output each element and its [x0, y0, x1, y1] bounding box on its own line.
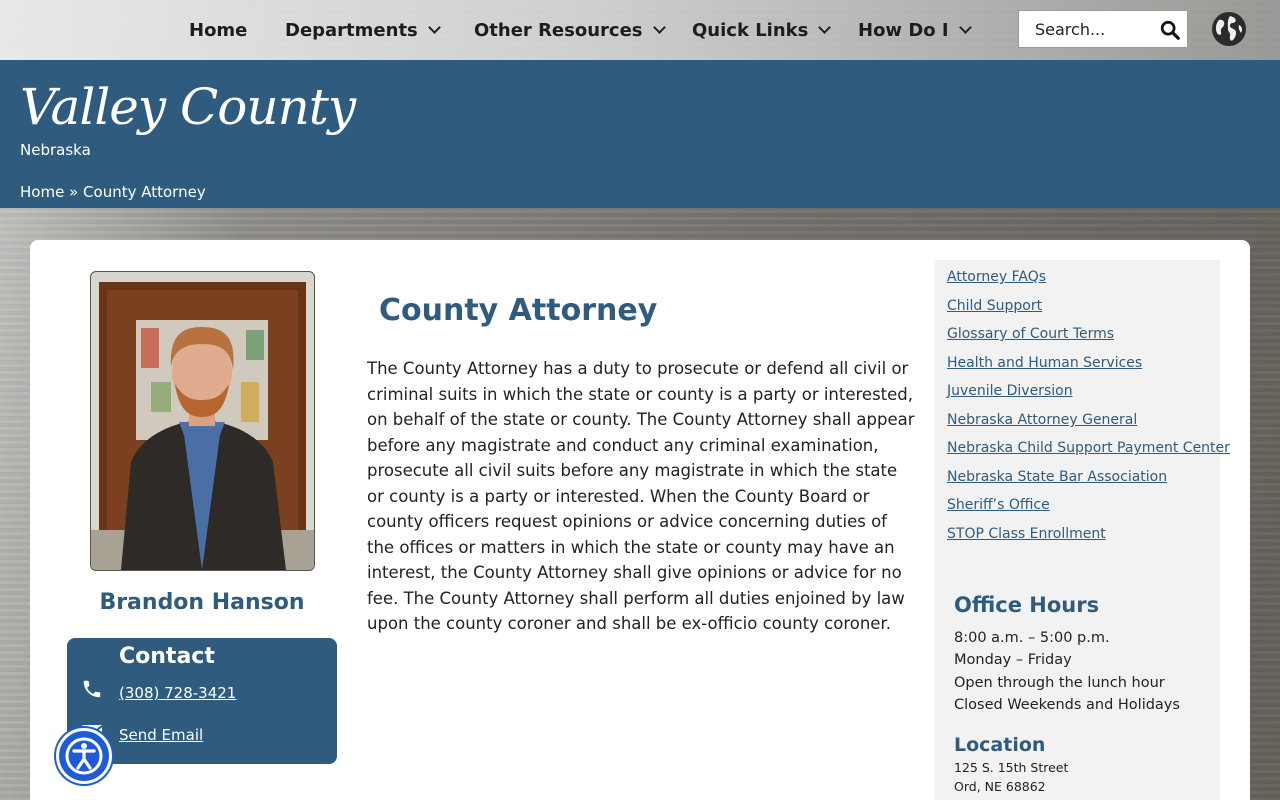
location-line: Ord, NE 68862 — [954, 779, 1046, 794]
site-title[interactable]: Valley County — [20, 78, 356, 136]
globe-icon[interactable] — [1211, 11, 1247, 47]
contact-title: Contact — [119, 644, 215, 669]
sidebar-link-child-support-payment[interactable]: Nebraska Child Support Payment Center — [947, 440, 1230, 456]
nav-home-label: Home — [189, 19, 248, 41]
location-line: 125 S. 15th Street — [954, 760, 1069, 775]
description-paragraph: The County Attorney has a duty to prosecute or defend all civil or criminal suits in which the state or county is a party or interested, on behalf of the state or county. The County Attorney shall appear before any magistrate and conduct any criminal examination, prosecute all civil suits before any magistrate in which the state or county is a party or interested. When the County Board or county officers request opinions or advice concerning duties of the offices or matters in which the state or county may have an interest, the County Attorney shall give opinions or advice for no fee. The County Attorney shall perform all duties enjoined by law upon the county coroner and shall be ex-officio county coroner. — [367, 359, 915, 633]
phone-link[interactable]: (308) 728-3421 — [119, 684, 237, 702]
office-hours-heading: Office Hours — [954, 593, 1100, 617]
chevron-down-icon — [959, 21, 972, 34]
sidebar-link-stop-class[interactable]: STOP Class Enrollment — [947, 526, 1106, 542]
nav-quick-links[interactable] — [692, 0, 829, 60]
phone-icon — [81, 678, 103, 700]
accessibility-icon — [59, 731, 109, 781]
nav-home[interactable] — [189, 0, 247, 60]
sidebar-link-juvenile-diversion[interactable]: Juvenile Diversion — [947, 383, 1073, 399]
breadcrumb-current: County Attorney — [83, 183, 206, 201]
nav-other-resources[interactable] — [474, 0, 664, 60]
nav-how-do-i-label: How Do I — [858, 19, 949, 41]
send-email-link[interactable]: Send Email — [119, 726, 204, 744]
breadcrumb-separator: » — [69, 183, 79, 201]
office-hours-line: Open through the lunch hour — [954, 675, 1165, 691]
attorney-photo — [90, 271, 315, 571]
top-navigation — [0, 0, 1280, 60]
office-hours-line: Closed Weekends and Holidays — [954, 697, 1180, 713]
attorney-name: Brandon Hanson — [99, 590, 305, 615]
breadcrumb — [20, 183, 206, 201]
chevron-down-icon — [428, 21, 441, 34]
search-icon[interactable] — [1159, 19, 1181, 41]
office-hours-line: Monday – Friday — [954, 652, 1072, 668]
nav-how-do-i[interactable] — [858, 0, 970, 60]
sidebar-link-glossary[interactable]: Glossary of Court Terms — [947, 326, 1115, 342]
sidebar-link-sheriffs-office[interactable]: Sheriff’s Office — [947, 497, 1050, 513]
breadcrumb-home-link[interactable]: Home — [20, 183, 65, 201]
nav-departments-label: Departments — [285, 19, 418, 41]
nav-departments[interactable] — [285, 0, 439, 60]
location-heading: Location — [954, 734, 1046, 756]
sidebar-link-child-support[interactable]: Child Support — [947, 298, 1043, 314]
sidebar-link-health-human-services[interactable]: Health and Human Services — [947, 355, 1143, 371]
chevron-down-icon — [818, 21, 831, 34]
sidebar — [935, 260, 1230, 800]
nav-other-resources-label: Other Resources — [474, 19, 643, 41]
chevron-down-icon — [653, 21, 666, 34]
sidebar-link-state-bar[interactable]: Nebraska State Bar Association — [947, 469, 1168, 485]
search-box — [1018, 10, 1188, 48]
search-input[interactable] — [1019, 11, 1170, 47]
site-header — [0, 60, 1280, 208]
sidebar-link-ne-attorney-general[interactable]: Nebraska Attorney General — [947, 412, 1138, 428]
nav-quick-links-label: Quick Links — [692, 19, 809, 41]
office-hours-line: 8:00 a.m. – 5:00 p.m. — [954, 630, 1110, 646]
accessibility-button[interactable] — [56, 728, 112, 784]
sidebar-link-attorney-faqs[interactable]: Attorney FAQs — [947, 269, 1047, 285]
page-title: County Attorney — [379, 293, 658, 328]
site-subtitle: Nebraska — [20, 141, 91, 159]
